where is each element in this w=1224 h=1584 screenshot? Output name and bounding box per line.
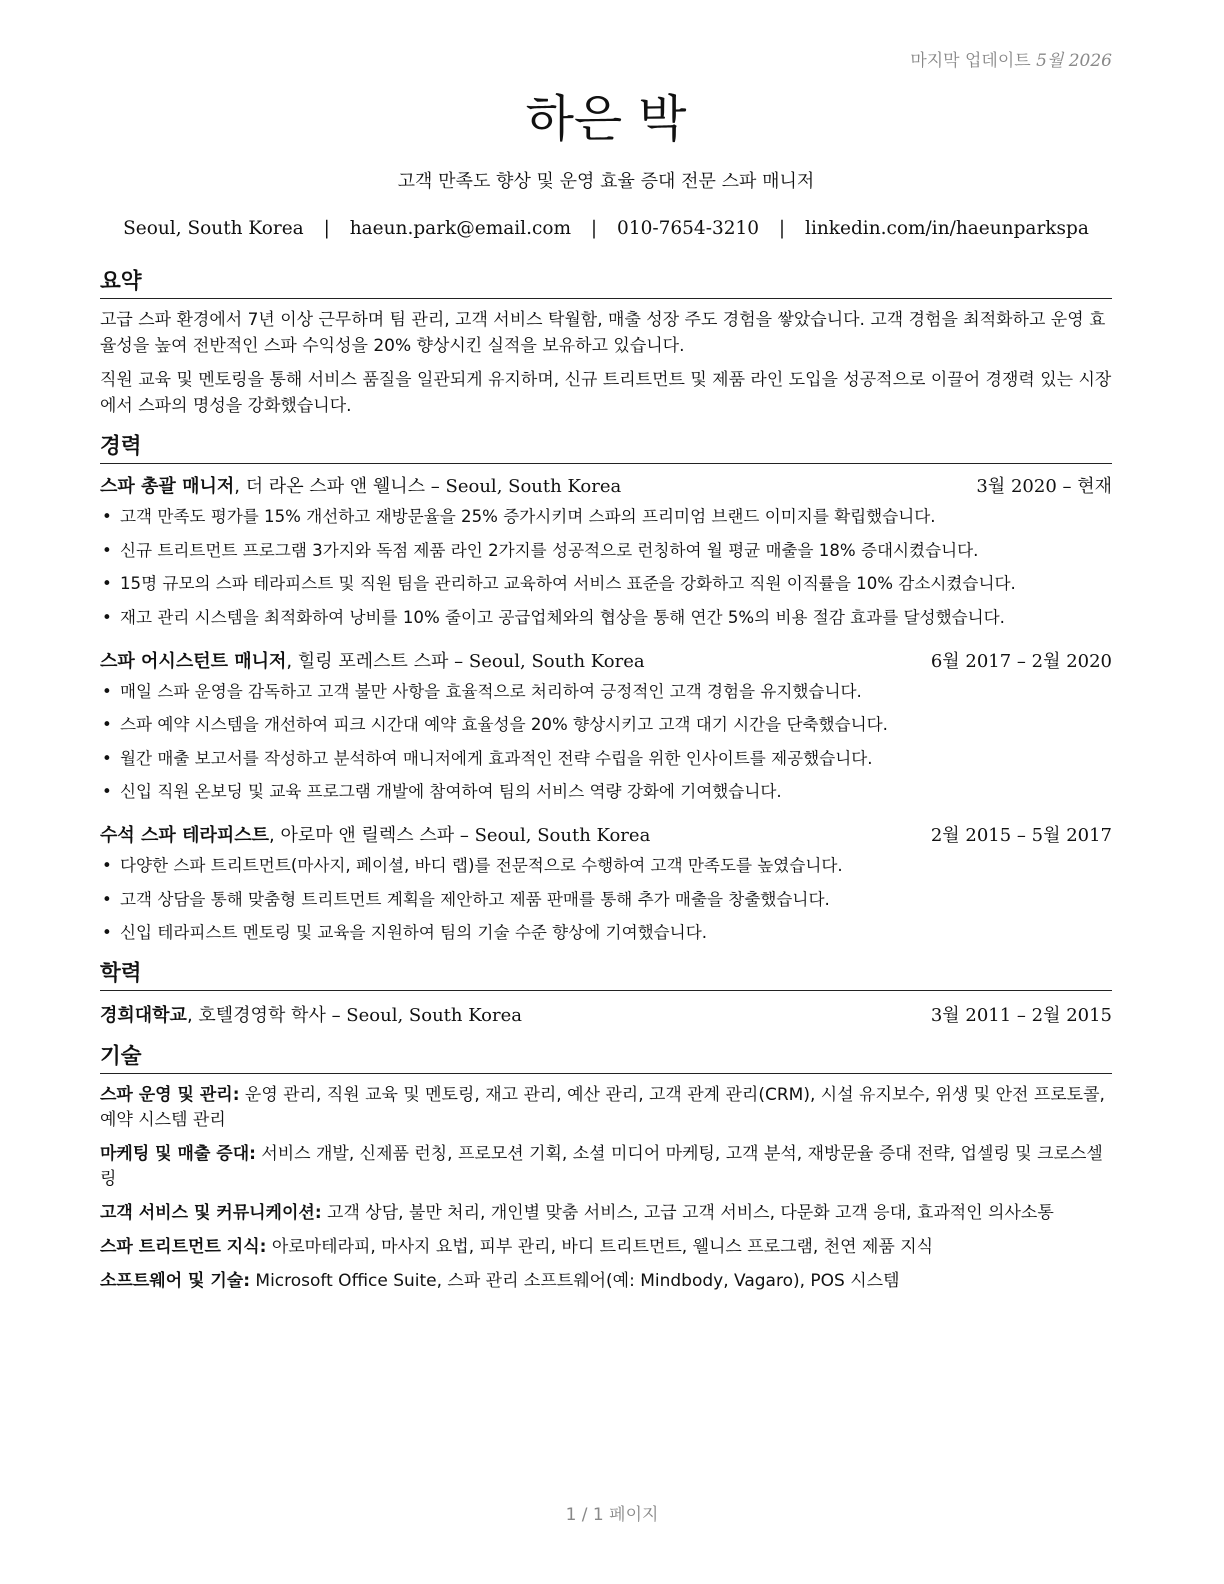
- job-bullet: • 월간 매출 보고서를 작성하고 분석하여 매니저에게 효과적인 전략 수립을 위한 인사이트를 제공했습니다.: [100, 746, 1112, 772]
- contact-line: [100, 216, 1112, 242]
- skills-section: [100, 1043, 1112, 1294]
- skill-label: 고객 서비스 및 커뮤니케이션:: [100, 1203, 322, 1223]
- job-org: , 더 라온 스파 앤 웰니스: [234, 476, 426, 497]
- education-section: [100, 960, 1112, 1029]
- education-dates: 3월 2011 – 2월 2015: [930, 1005, 1112, 1026]
- job-role: 스파 총괄 매니저: [100, 476, 235, 497]
- contact-phone: 010-7654-3210: [617, 218, 760, 239]
- job-header: [100, 823, 1112, 849]
- skill-label: 마케팅 및 매출 증대:: [100, 1144, 256, 1164]
- skills-heading: 기술: [100, 1043, 1112, 1074]
- contact-email[interactable]: haeun.park@email.com: [349, 218, 572, 239]
- tagline: 고객 만족도 향상 및 운영 효율 증대 전문 스파 매니저: [397, 171, 815, 192]
- job-org: , 힐링 포레스트 스파: [286, 650, 449, 672]
- job-org: , 아로마 앤 릴렉스 스파: [269, 825, 455, 846]
- job-bullet: • 신입 직원 온보딩 및 교육 프로그램 개발에 참여하여 팀의 서비스 역량 강화에 기여했습니다.: [100, 779, 1112, 805]
- page-number: 1 / 1 페이지: [565, 1505, 659, 1525]
- last-updated: [910, 46, 1112, 71]
- job-bullet: • 재고 관리 시스템을 최적화하여 낭비를 10% 줄이고 공급업체와의 협상을 통해 연간 5%의 비용 절감 효과를 달성했습니다.: [100, 605, 1112, 631]
- job-role: 수석 스파 테라피스트: [100, 825, 270, 846]
- job-role: 스파 어시스턴트 매니저: [100, 650, 287, 672]
- contact-separator: |: [590, 218, 598, 239]
- job-bullet: • 신규 트리트먼트 프로그램 3가지와 독점 제품 라인 2가지를 성공적으로 런칭하여 월 평균 매출을 18% 증대시켰습니다.: [100, 538, 1112, 564]
- job-location: – Seoul, South Korea: [454, 825, 651, 846]
- education-school: 경희대학교: [100, 1005, 187, 1026]
- job-entry: [100, 474, 1112, 631]
- job-bullet: • 고객 만족도 평가를 15% 개선하고 재방문율을 25% 증가시키며 스파의 프리미엄 브랜드 이미지를 확립했습니다.: [100, 504, 1112, 530]
- skill-item: [100, 1142, 1112, 1192]
- education-degree: , 호텔경영학 학사: [186, 1005, 326, 1026]
- skill-text: 운영 관리, 직원 교육 및 멘토링, 재고 관리, 예산 관리, 고객 관계 관리(CRM), 시설 유지보수, 위생 및 안전 프로토콜, 예약 시스템 관리: [100, 1085, 1105, 1130]
- skill-text: 서비스 개발, 신제품 런칭, 프로모션 기획, 소셜 미디어 마케팅, 고객 분석, 재방문율 증대 전략, 업셀링 및 크로스셀링: [100, 1144, 1103, 1189]
- job-bullet: • 15명 규모의 스파 테라피스트 및 직원 팀을 관리하고 교육하여 서비스 표준을 강화하고 직원 이직률을 10% 감소시켰습니다.: [100, 571, 1112, 597]
- last-updated-label: 마지막 업데이트: [910, 51, 1031, 71]
- summary-paragraph: 직원 교육 및 멘토링을 통해 서비스 품질을 일관되게 유지하며, 신규 트리트먼트 및 제품 라인 도입을 성공적으로 이끌어 경쟁력 있는 시장에서 스파의 명성을 강화했습니다.: [100, 370, 1112, 416]
- job-location: – Seoul, South Korea: [448, 650, 645, 672]
- experience-section: [100, 433, 1112, 946]
- contact-location: Seoul, South Korea: [123, 218, 304, 239]
- job-entry: [100, 823, 1112, 946]
- job-bullets: [100, 504, 1112, 631]
- contact-linkedin[interactable]: linkedin.com/in/haeunparkspa: [805, 218, 1089, 239]
- summary-heading: 요약: [100, 268, 1112, 299]
- skill-label: 스파 운영 및 관리:: [100, 1085, 240, 1105]
- skill-text: Microsoft Office Suite, 스파 관리 소프트웨어(예: Mindbody, Vagaro), POS 시스템: [250, 1271, 900, 1291]
- skill-item: [100, 1235, 1112, 1260]
- job-bullet: • 고객 상담을 통해 맞춤형 트리트먼트 계획을 제안하고 제품 판매를 통해 추가 매출을 창출했습니다.: [100, 887, 1112, 913]
- job-dates: 6월 2017 – 2월 2020: [930, 650, 1112, 672]
- skill-text: 아로마테라피, 마사지 요법, 피부 관리, 바디 트리트먼트, 웰니스 프로그램, 천연 제품 지식: [266, 1237, 934, 1257]
- candidate-name: 하은 박: [525, 90, 687, 148]
- job-location: – Seoul, South Korea: [425, 476, 622, 497]
- job-bullets: [100, 679, 1112, 806]
- education-heading: 학력: [100, 960, 1112, 991]
- job-bullet: • 스파 예약 시스템을 개선하여 피크 시간대 예약 효율성을 20% 향상시키고 고객 대기 시간을 단축했습니다.: [100, 712, 1112, 738]
- summary-section: [100, 268, 1112, 419]
- job-header: [100, 649, 1112, 675]
- contact-separator: |: [778, 218, 786, 239]
- skill-item: [100, 1269, 1112, 1294]
- summary-paragraph: 고급 스파 환경에서 7년 이상 근무하며 팀 관리, 고객 서비스 탁월함, 매출 성장 주도 경험을 쌓았습니다. 고객 경험을 최적화하고 운영 효율성을 높여 전반적인 스파 수익성을 20% 향상시킨 실적을 보유하고 있습니다.: [100, 310, 1106, 356]
- job-bullet: • 매일 스파 운영을 감독하고 고객 불만 사항을 효율적으로 처리하여 긍정적인 고객 경험을 유지했습니다.: [100, 679, 1112, 705]
- skill-label: 스파 트리트먼트 지식:: [100, 1237, 267, 1257]
- contact-separator: |: [323, 218, 330, 239]
- job-bullet: • 다양한 스파 트리트먼트(마사지, 페이셜, 바디 랩)를 전문적으로 수행하여 고객 만족도를 높였습니다.: [100, 853, 1112, 879]
- job-bullet: • 신입 테라피스트 멘토링 및 교육을 지원하여 팀의 기술 수준 향상에 기여했습니다.: [100, 920, 1112, 946]
- job-dates: 3월 2020 – 현재: [976, 476, 1112, 497]
- skill-item: [100, 1083, 1112, 1133]
- education-entry: [100, 1003, 1112, 1029]
- skill-item: [100, 1201, 1112, 1226]
- job-dates: 2월 2015 – 5월 2017: [930, 825, 1112, 846]
- experience-heading: 경력: [100, 433, 1112, 464]
- last-updated-date: 5월 2026: [1036, 51, 1112, 71]
- job-entry: [100, 649, 1112, 806]
- job-header: [100, 474, 1112, 500]
- skill-label: 소프트웨어 및 기술:: [100, 1271, 251, 1291]
- job-bullets: [100, 853, 1112, 946]
- skill-text: 고객 상담, 불만 처리, 개인별 맞춤 서비스, 고급 고객 서비스, 다문화 고객 응대, 효과적인 의사소통: [321, 1203, 1054, 1223]
- education-location: – Seoul, South Korea: [325, 1005, 522, 1026]
